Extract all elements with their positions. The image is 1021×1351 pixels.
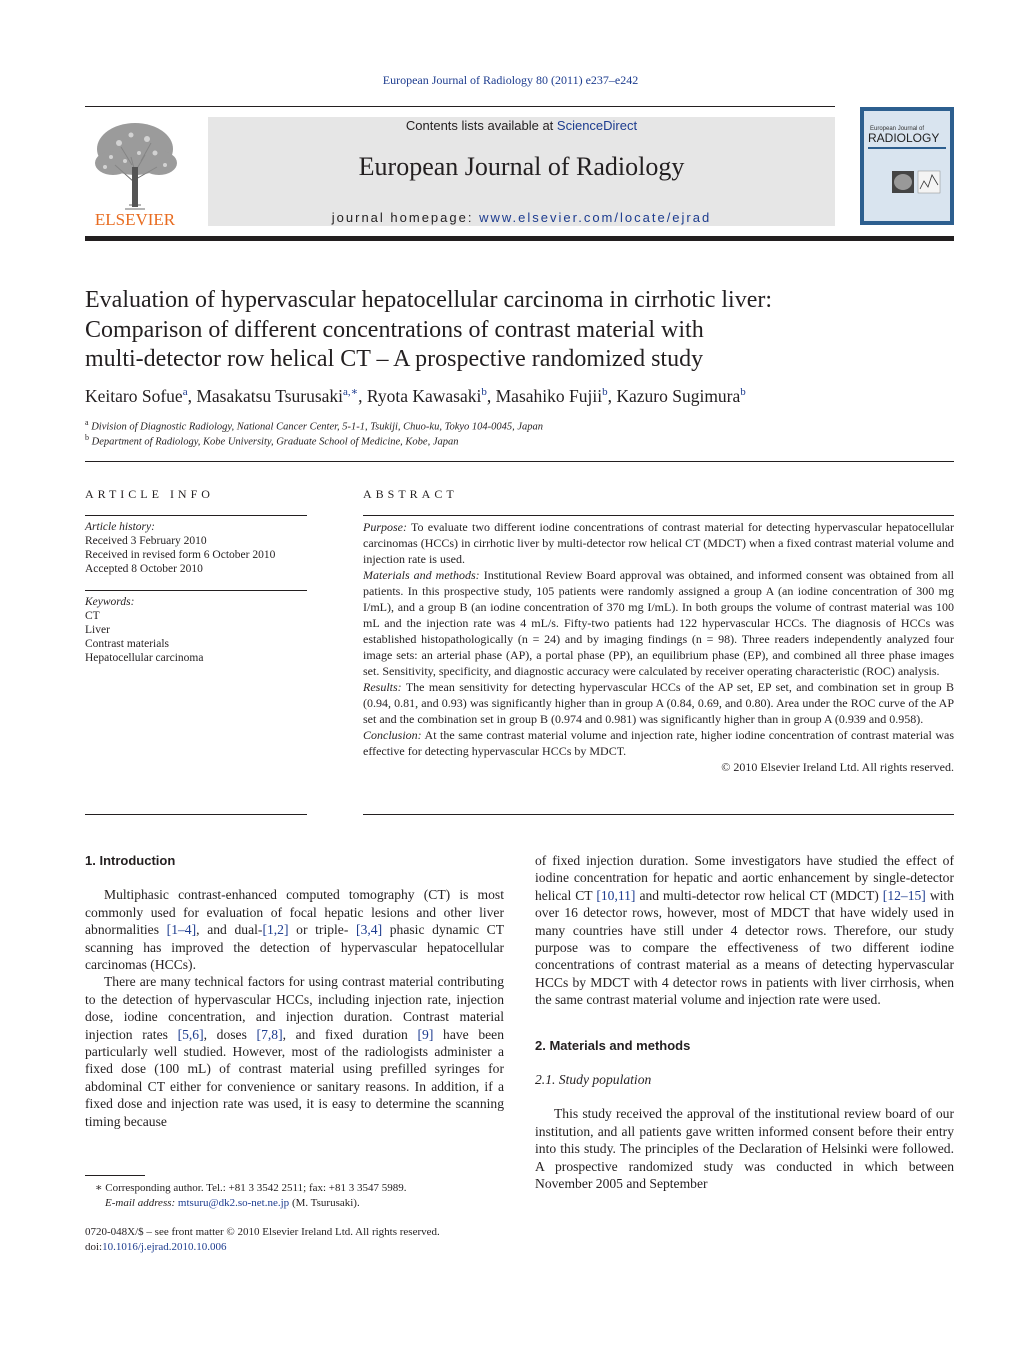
conclusion-text: At the same contrast material volume and injection rate, higher iodine concentration of contrast material was effective for detecting hypervascular HCCs by MDCT. (363, 728, 955, 758)
methods-label: Materials and methods: (363, 568, 480, 582)
keywords-label: Keywords: (85, 596, 135, 608)
elsevier-tree-icon (85, 117, 185, 229)
purpose-label: Purpose: (363, 520, 407, 534)
paragraph-text: or triple- (288, 922, 357, 938)
affiliation-mark: b (85, 433, 89, 442)
reference-link[interactable]: [9] (417, 1026, 434, 1042)
abstract-conclusion (363, 727, 954, 759)
affiliation-text: Division of Diagnostic Radiology, National Cancer Center, 5-1-1, Tsukiji, Chuo-ku, Tokyo 104-0045, Japan (91, 421, 544, 433)
email-suffix: (M. Tsurusaki). (289, 1197, 360, 1209)
email-link[interactable]: mtsuru@dk2.so-net.ne.jp (177, 1197, 290, 1209)
keyword-item: CT (85, 610, 100, 622)
paragraph-text: There are many technical factors for using contrast material contributing to the detection of hypervascular HCCs, including injection rate, injection dose, iodine concentration, and injection duration. Contrast material injection rates (85, 974, 504, 1042)
elsevier-wordmark: ELSEVIER (94, 210, 176, 229)
keyword-item: Hepatocellular carcinoma (85, 652, 204, 664)
keywords (85, 595, 307, 665)
body-left-column (85, 852, 504, 1130)
header-thick-rule (85, 236, 954, 241)
footnote-mark: ∗ (95, 1182, 103, 1194)
article-title (85, 286, 965, 375)
abstract-results (363, 679, 954, 727)
methods-text: Institutional Review Board approval was obtained, and informed consent was obtained from all patients. In this prospective study, 105 patients were randomly assigned a group A (an iodine concentration of 300 mg I/mL), and a group B (an iodine concentration of 370 mg I/mL). In both groups the volume of contrast material was 100 mL and the injection rate was 4 mL/s. Fifty-two patients had 122 hypervascular HCCs. The diagnosis of HCCs was established histopathologically (n = 24) and by imaging findings (n = 98). Three readers independently analyzed four image sets: an arterial phase (AP), a portal phase (PP), an equilibrium phase (EP), and combined all three phase images set. Sensitivity, specificity, and diagnostic accuracy were calculated by receiver operating characteristic (ROC) analysis. (363, 568, 955, 678)
abstract-methods (363, 567, 954, 679)
issn-line: 0720-048X/$ – see front matter © 2010 Elsevier Ireland Ltd. All rights reserved. (85, 1226, 440, 1238)
title-line: Evaluation of hypervascular hepatocellular carcinoma in cirrhotic liver: (85, 287, 773, 313)
body-right-column (535, 852, 954, 1193)
author-separator: , (486, 385, 496, 406)
affiliation-rule (85, 461, 954, 462)
author-affil-mark[interactable]: b (481, 386, 487, 398)
author-name[interactable]: Masahiko Fujii (495, 385, 603, 406)
journal-cover (860, 107, 954, 225)
article-info-bottom-rule (85, 814, 307, 815)
abstract-rule (363, 515, 954, 516)
contents-prefix: Contents lists available at (405, 118, 557, 133)
cover-title: RADIOLOGY (868, 131, 940, 145)
abstract-body (363, 519, 954, 775)
doi-line (85, 1240, 515, 1255)
reference-link[interactable]: [7,8] (256, 1026, 283, 1042)
front-matter-notice (85, 1225, 515, 1255)
author-separator: , (607, 385, 617, 406)
keywords-rule (85, 590, 307, 591)
affiliation-text: Department of Radiology, Kobe University, Graduate School of Medicine, Kobe, Japan (91, 436, 459, 448)
purpose-text: To evaluate two different iodine concentrations of contrast material for detecting hypervascular hepatocellular carcinomas (HCCs) in cirrhotic liver by multi-detector row helical CT (MDCT) when a fixed contrast material volume and injection rate is used. (363, 520, 954, 566)
affiliation-b (85, 433, 965, 448)
doi-label: doi: (85, 1241, 103, 1253)
cover-small-text: European Journal of (870, 126, 925, 132)
email-label: E-mail address: (105, 1197, 176, 1209)
history-item: Accepted 8 October 2010 (85, 563, 203, 575)
subsection-heading-study-population: 2.1. Study population (535, 1072, 652, 1088)
paragraph (85, 973, 504, 1130)
footnote-rule (85, 1175, 145, 1176)
affiliation-a (85, 418, 965, 433)
history-item: Received 3 February 2010 (85, 535, 207, 547)
author-affil-mark[interactable]: a,∗ (343, 386, 359, 398)
section-heading-introduction: 1. Introduction (85, 853, 176, 868)
affiliation-mark: a (85, 418, 89, 427)
conclusion-label: Conclusion: (363, 728, 422, 742)
journal-title: European Journal of Radiology (358, 152, 685, 181)
article-info-rule (85, 515, 307, 516)
doi-link[interactable]: 10.1016/j.ejrad.2010.10.006 (102, 1241, 227, 1253)
title-line: multi-detector row helical CT – A prospective randomized study (85, 346, 704, 372)
paragraph-text: , and fixed duration (282, 1026, 418, 1042)
homepage-prefix: journal homepage: (331, 210, 480, 225)
paragraph (535, 1105, 954, 1192)
journal-citation: European Journal of Radiology 80 (2011) e237–e242 (382, 73, 639, 87)
author-separator: , (358, 385, 367, 406)
reference-link[interactable]: [5,6] (177, 1026, 204, 1042)
history-label: Article history: (85, 521, 155, 533)
author-affil-mark[interactable]: b (740, 386, 746, 398)
article-info-heading: ARTICLE INFO (85, 487, 214, 501)
reference-link[interactable]: [10,11] (596, 887, 636, 903)
history-item: Received in revised form 6 October 2010 (85, 549, 276, 561)
paragraph-text: with over 16 detector rows, however, most of MDCT that have widely used in many countries have still under 4 detector rows. Therefore, our study purpose was to compare the effectiveness of two different iodine concentrations of contrast material as a means of detecting hypervascular HCCs by MDCT with 4 detector rows in patients with liver cirrhosis, when the same contrast material volume and injection rate were used. (535, 887, 954, 1008)
paragraph-text: have been particularly well studied. However, most of the radiologists administer a fixed dose (100 mL) of contrast material using prefilled syringes for abdominal CT either for convenience or sanitary reasons. In addition, if a fixed dose and injection rate was used, it is easy to determine the scanning timing because (85, 1026, 505, 1129)
reference-link[interactable]: [12–15] (882, 887, 926, 903)
header-rule (85, 106, 835, 107)
reference-link[interactable]: [3,4] (356, 922, 383, 938)
corresponding-author-text: Corresponding author. Tel.: +81 3 3542 2511; fax: +81 3 3547 5989. (105, 1182, 407, 1194)
author-name[interactable]: Keitaro Sofue (85, 385, 183, 406)
reference-link[interactable]: [1–4] (166, 922, 197, 938)
paragraph-text: and multi-detector row helical CT (MDCT) (635, 887, 883, 903)
paragraph-text: , doses (203, 1026, 257, 1042)
abstract-heading: ABSTRACT (363, 487, 458, 501)
author-separator: , (187, 385, 197, 406)
homepage-link[interactable]: www.elsevier.com/locate/ejrad (479, 210, 712, 225)
article-history (85, 520, 307, 576)
journal-cover-image (860, 107, 954, 225)
keyword-item: Liver (85, 624, 110, 636)
abstract-copyright: © 2010 Elsevier Ireland Ltd. All rights reserved. (721, 760, 954, 774)
author-name[interactable]: Ryota Kawasaki (366, 385, 482, 406)
keyword-item: Contrast materials (85, 638, 169, 650)
author-affil-mark[interactable]: b (602, 386, 608, 398)
abstract-purpose (363, 519, 954, 567)
elsevier-logo (85, 117, 185, 229)
paragraph (85, 886, 504, 973)
section-heading-methods: 2. Materials and methods (535, 1037, 691, 1053)
contents-line (208, 118, 835, 133)
journal-homepage (208, 210, 835, 225)
paragraph-text: This study received the approval of the institutional review board of our institution, and all patients gave written informed consent before their entry into this study. The principles of the Declaration of Helsinki were followed. A prospective randomized study was conducted in which between November 2005 and September (535, 1106, 954, 1192)
reference-link[interactable]: [1,2] (262, 922, 289, 938)
results-label: Results: (363, 680, 402, 694)
author-name[interactable]: Masakatsu Tsurusaki (196, 385, 344, 406)
results-text: The mean sensitivity for detecting hypervascular HCCs of the AP set, EP set, and combination set in group B (0.94, 0.81, and 0.93) was significantly higher than in group A (0.84, 0.69, and 0.80). Area under the ROC curve of the AP set and the combination set in group B (0.974 and 0.981) was significantly higher than in group A (0.939 and 0.958). (363, 680, 954, 726)
paragraph-text: Multiphasic contrast-enhanced computed tomography (CT) is most commonly used for evaluation of focal hepatic lesions and other liver abnormalities (85, 887, 504, 938)
footnote-corresponding (85, 1181, 515, 1211)
author-name[interactable]: Kazuro Sugimura (616, 385, 741, 406)
author-affil-mark[interactable]: a (182, 386, 188, 398)
paragraph-text: phasic dynamic CT scanning has improved the detection of hypervascular hepatocellular carcinomas (HCCs). (85, 922, 505, 973)
paragraph (535, 852, 954, 1009)
paragraph-text: , and dual- (196, 922, 263, 938)
author-list (85, 385, 965, 407)
title-line: Comparison of different concentrations of contrast material with (85, 316, 704, 343)
abstract-bottom-rule (363, 814, 954, 815)
paragraph-text: of fixed injection duration. Some investigators have studied the effect of iodine concentration for hepatic and aortic enhancement by single-detector helical CT (535, 853, 954, 903)
sciencedirect-link[interactable]: ScienceDirect (556, 118, 638, 133)
